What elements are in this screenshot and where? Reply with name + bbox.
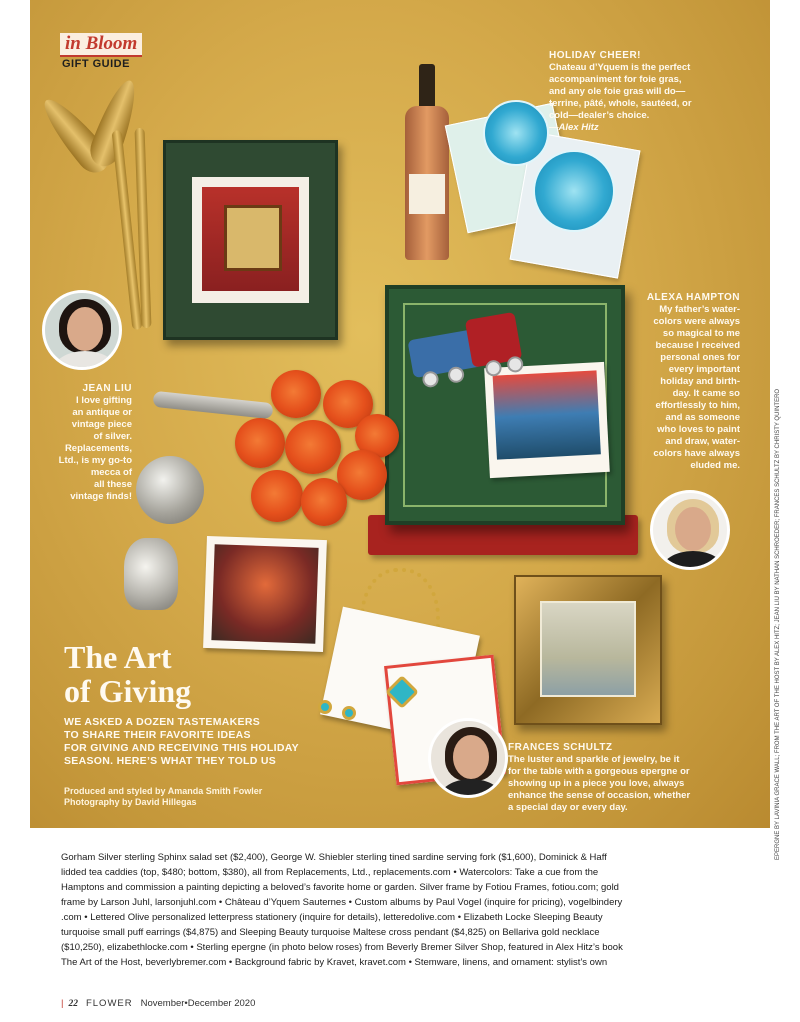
quote-line: vintage finds!	[70, 491, 132, 502]
quote-line: colors were always	[653, 316, 740, 327]
fireplace-watercolor	[202, 187, 299, 291]
footer-divider: |	[61, 998, 64, 1009]
quote-line: an antique or	[72, 407, 132, 418]
product-credits	[61, 850, 721, 970]
quote-line: who loves to paint	[657, 424, 740, 435]
quote-frances-schultz	[508, 742, 758, 814]
credit-line: frame by Larson Juhl, larsonjuhl.com • Château d’Yquem Sauternes • Custom albums by Paul Vogel (inquire for pricing), vogelbindery	[61, 897, 623, 908]
sauternes-bottle	[403, 64, 451, 260]
credit-line: lidded tea caddies (top, $480; bottom, $380), all from Replacements, Ltd., replacements.com • Watercolors: Take a cue from the	[61, 867, 599, 878]
dek-line: SEASON. HERE’S WHAT THEY TOLD US	[64, 755, 277, 767]
dek-line: FOR GIVING AND RECEIVING THIS HOLIDAY	[64, 742, 299, 754]
silver-tea-caddy-top	[136, 456, 204, 524]
feature-title-line: of Giving	[64, 673, 192, 709]
quote-line: of silver.	[93, 431, 132, 442]
quote-heading: HOLIDAY CHEER!	[549, 50, 642, 61]
quote-name: JEAN LIU	[82, 383, 132, 394]
quote-line: I love gifting	[76, 395, 132, 406]
gold-frame	[514, 575, 662, 725]
quote-line: effortlessly to him,	[655, 400, 740, 411]
quote-line: colors have always	[653, 448, 740, 459]
page-number: 22	[68, 999, 78, 1009]
quote-line: The luster and sparkle of jewelry, be it	[508, 754, 680, 765]
quote-name: FRANCES SCHULTZ	[508, 742, 613, 753]
photo-credit: Photography by David Hillegas	[64, 797, 197, 807]
feature-spread	[30, 0, 770, 828]
quote-line: all these	[93, 479, 132, 490]
quote-line: for the table with a gorgeous epergne or	[508, 766, 690, 777]
credit-line: Hamptons and commission a painting depicting a beloved’s favorite home or garden. Silver frame by Fotiou Frames, fotiou.com; gold	[61, 882, 619, 893]
credit-line: ($10,250), elizabethlocke.com • Sterling epergne (in photo below roses) from Beverly Bremer Silver Shop, featured in Alex Hitz’s book	[61, 942, 623, 953]
feature-credits	[64, 786, 262, 808]
feature-dek	[64, 716, 354, 768]
quote-line: My father’s water-	[659, 304, 740, 315]
quote-line: eluded me.	[690, 460, 740, 471]
credit-line: turquoise small puff earrings ($4,875) and Sleeping Beauty turquoise Maltese cross pendant ($4,825) on Bellariva gold necklace	[61, 927, 600, 938]
quote-line: and as someone	[665, 412, 740, 423]
frame-mat	[192, 177, 309, 303]
quote-line: vintage piece	[71, 419, 132, 430]
quote-line: Ltd., is my go-to	[58, 455, 132, 466]
quote-line: Chateau d’Yquem is the perfect	[549, 62, 691, 73]
frances-schultz-portrait	[428, 718, 508, 798]
issue-date: November•December 2020	[140, 998, 256, 1009]
quote-line: enhance the sense of occasion, whether	[508, 790, 691, 801]
turquoise-earring-1	[318, 700, 332, 714]
orange-roses	[225, 370, 400, 540]
quote-line: mecca of	[90, 467, 132, 478]
credit-line: .com • Lettered Olive personalized letterpress stationery (inquire for details), letteredolive.com • Elizabeth Locke Sleeping Beauty	[61, 912, 603, 923]
interior-watercolor	[540, 601, 636, 697]
blue-glass-1	[483, 100, 549, 166]
quote-holiday-cheer	[549, 50, 739, 134]
credit-line: Gorham Silver sterling Sphinx salad set ($2,400), George W. Shiebler sterling tined sardine serving fork ($1,600), Dominick & Haff	[61, 852, 607, 863]
quote-line: showing up in a piece you love, always	[508, 778, 685, 789]
feature-title-line: The Art	[64, 639, 172, 675]
quote-line: because I received	[655, 340, 740, 351]
quote-line: cold—dealer’s choice.	[549, 110, 650, 121]
quote-line: day. It came so	[672, 388, 740, 399]
section-sublabel: GIFT GUIDE	[62, 58, 130, 70]
quote-line: personal ones for	[660, 352, 740, 363]
dek-line: WE ASKED A DOZEN TASTEMAKERS	[64, 716, 261, 728]
silver-tea-caddy-bottom	[124, 538, 178, 610]
magazine-name: FLOWER	[85, 998, 133, 1009]
blue-glass-2	[533, 150, 615, 232]
alexa-hampton-portrait	[650, 490, 730, 570]
quote-line: and any ole foie gras will do—	[549, 86, 686, 97]
page-footer	[61, 998, 255, 1009]
quote-line: accompaniment for foie gras,	[549, 74, 682, 85]
quote-signature: —Alex Hitz	[549, 122, 599, 133]
quote-line: a special day or every day.	[508, 802, 628, 813]
quote-alexa-hampton	[590, 292, 740, 472]
dek-line: TO SHARE THEIR FAVORITE IDEAS	[64, 729, 251, 741]
quote-line: and draw, water-	[665, 436, 740, 447]
quote-line: terrine, pâté, whole, sautéed, or	[549, 98, 692, 109]
section-label: in Bloom	[60, 33, 142, 57]
quote-line: Replacements,	[64, 443, 132, 454]
silver-frame-watercolor	[163, 140, 338, 340]
quote-line: every important	[668, 364, 740, 375]
quote-name: ALEXA HAMPTON	[646, 292, 740, 303]
feature-title	[64, 640, 191, 708]
credit-line: The Art of the Host, beverlybremer.com • Background fabric by Kravet, kravet.com • Stemware, linens, and ornament: stylist’s own	[61, 957, 608, 968]
quote-line: holiday and birth-	[660, 376, 740, 387]
quote-line: so magical to me	[662, 328, 740, 339]
stylist-credit: Produced and styled by Amanda Smith Fowler	[64, 786, 263, 796]
photo-side-credit: EPERGNE BY LAVINIA GRACE WALL; FROM THE ART OF THE HOST BY ALEX HITZ; JEAN LIU BY NATHAN SCHROEDER; FRANCES SCHULTZ BY CHRISTY QUINTERO	[775, 388, 781, 860]
quote-jean-liu	[52, 383, 132, 503]
jean-liu-portrait	[42, 290, 122, 370]
epergne-photo	[203, 536, 327, 652]
